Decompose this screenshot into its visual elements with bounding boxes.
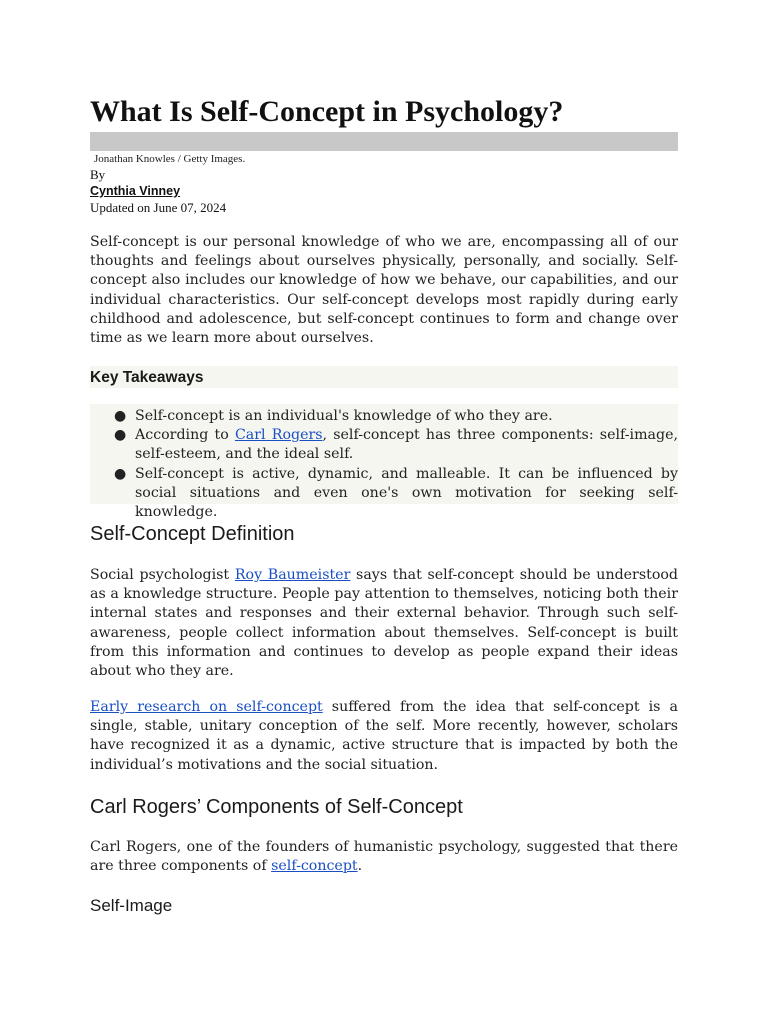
paragraph-text: . — [357, 858, 363, 875]
carl-rogers-link[interactable]: Carl Rogers — [234, 427, 323, 444]
paragraph-text: says that self-concept should be understood as a knowledge structure. People pay attention to themselves, noticing both their internal states and responses and their external behavior. Through such self-awareness, people collect information about themselves. Self-concept is built from this information and continues to develop as people expand their ideas about who they are. — [90, 567, 678, 680]
key-takeaways-title: Key Takeaways — [90, 369, 204, 386]
section-heading-components: Carl Rogers’ Components of Self-Concept — [90, 796, 463, 818]
subheading-self-image: Self-Image — [90, 896, 173, 915]
key-takeaways-list — [114, 407, 678, 522]
paragraph-text: Carl Rogers, one of the founders of humanistic psychology, suggested that there are three components of — [90, 839, 678, 875]
self-concept-link[interactable]: self-concept — [271, 858, 358, 875]
list-item — [114, 465, 678, 523]
takeaway-text-before: According to — [135, 427, 235, 444]
list-item — [114, 407, 678, 426]
paragraph-text: Social psychologist — [90, 567, 235, 583]
takeaway-text: Self-concept is active, dynamic, and malleable. It can be influenced by social situations and even one's own motivation for seeking self-knowledge. — [135, 465, 678, 521]
updated-date: Updated on June 07, 2024 — [90, 200, 227, 215]
article-title: What Is Self-Concept in Psychology? — [90, 95, 564, 128]
bullet-icon: ● — [114, 427, 127, 444]
definition-paragraph-1 — [90, 566, 678, 681]
roy-baumeister-link[interactable]: Roy Baumeister — [234, 567, 351, 583]
bullet-icon: ● — [114, 408, 127, 424]
byline-label: By — [90, 167, 106, 182]
takeaway-text: Self-concept is an individual's knowledge of who they are. — [135, 408, 553, 424]
takeaway-text-after: , self-concept has three components: self-image, self-esteem, and the ideal self. — [135, 427, 678, 463]
hero-image-placeholder — [90, 132, 678, 151]
definition-paragraph-2 — [90, 698, 678, 775]
author-link[interactable]: Cynthia Vinney — [90, 184, 181, 198]
paragraph-text: suffered from the idea that self-concept is a single, stable, unitary conception of the self. More recently, however, scholars have recognized it as a dynamic, active structure that is impacted by both the individual’s motivations and the social situation. — [90, 699, 678, 773]
components-paragraph — [90, 838, 678, 876]
early-research-link[interactable]: Early research on self-concept — [90, 699, 323, 715]
image-credit: Jonathan Knowles / Getty Images. — [94, 153, 246, 165]
list-item — [114, 426, 678, 464]
section-heading-definition: Self-Concept Definition — [90, 523, 295, 545]
intro-paragraph: Self-concept is our personal knowledge of who we are, encompassing all of our thoughts and feelings about ourselves physically, personally, and socially. Self-concept also includes our knowledge of how we behave, our capabilities, and our individual characteristics. Our self-concept develops most rapidly during early childhood and adolescence, but self-concept continues to form and change over time as we learn more about ourselves. — [90, 234, 678, 347]
bullet-icon: ● — [114, 465, 127, 482]
